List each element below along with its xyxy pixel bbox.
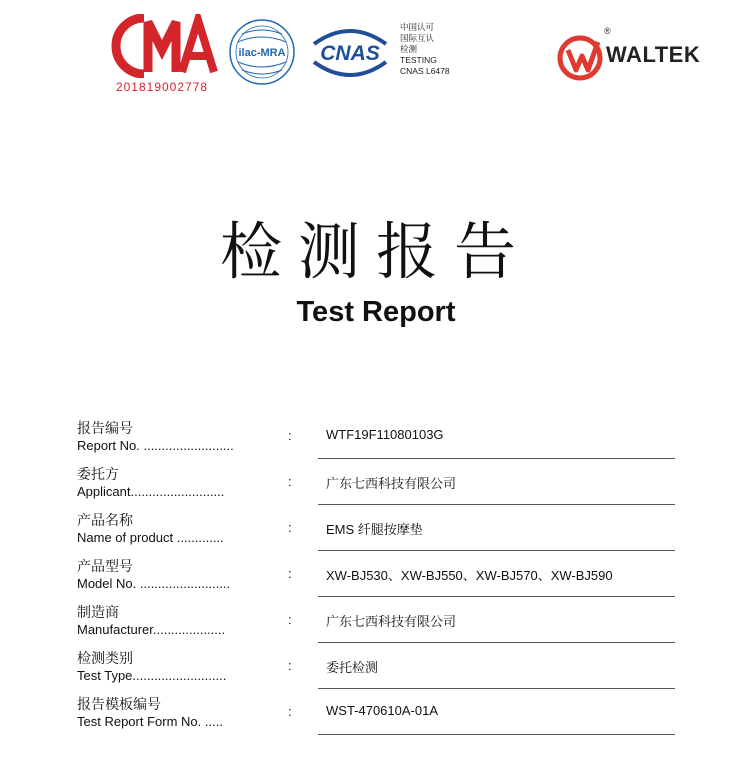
label-en: Test Report Form No. ..... [77, 714, 223, 729]
header-logos [0, 0, 752, 110]
report-title-cn: 检测报告 [219, 215, 532, 288]
separator: : [288, 658, 292, 673]
label-en: Model No. ......................... [77, 576, 231, 591]
waltek-logo [556, 26, 716, 82]
waltek-name: WALTEK [606, 42, 701, 67]
label-cn: 报告编号 [77, 421, 133, 437]
value-applicant: 广东七西科技有限公司 [326, 476, 457, 491]
label-en: Applicant.......................... [77, 484, 225, 499]
cnas-caption-line: TESTING [400, 55, 437, 65]
value-report-no: WTF19F11080103G [326, 427, 444, 442]
underline [318, 734, 675, 735]
cnas-caption-line: 检测 [400, 44, 418, 54]
label-en: Report No. ......................... [77, 438, 234, 453]
value-model-no: XW-BJ530、XW-BJ550、XW-BJ570、XW-BJ590 [326, 568, 613, 583]
label-cn: 委托方 [77, 467, 119, 483]
separator: : [288, 704, 292, 719]
info-row-manufacturer [0, 596, 752, 642]
separator: : [288, 474, 292, 489]
info-row-test-type [0, 642, 752, 688]
info-row-product-name [0, 504, 752, 550]
info-row-applicant [0, 458, 752, 504]
registered-mark: ® [604, 26, 611, 36]
info-row-model-no [0, 550, 752, 596]
ilac-mra-logo [228, 18, 296, 90]
cnas-logo [308, 22, 392, 86]
cnas-text: CNAS [320, 42, 380, 65]
value-manufacturer: 广东七西科技有限公司 [326, 614, 457, 629]
label-cn: 产品型号 [77, 559, 133, 575]
waltek-mark-icon [556, 34, 604, 82]
value-form-no: WST-470610A-01A [326, 703, 439, 718]
separator: : [288, 612, 292, 627]
label-en: Manufacturer.................... [77, 622, 226, 637]
cnas-icon [308, 22, 392, 82]
cma-logo [104, 14, 220, 96]
cnas-caption-line: CNAS L6478 [400, 66, 450, 76]
report-info-table [0, 412, 752, 734]
cnas-caption [400, 22, 450, 77]
info-row-form-no [0, 688, 752, 734]
value-product-name: EMS 纤腿按摩垫 [326, 522, 423, 537]
info-row-report-no [0, 412, 752, 458]
report-title-en: Test Report [296, 296, 456, 328]
ilac-text: ilac-MRA [238, 47, 286, 59]
separator: : [288, 566, 292, 581]
cma-number: 201819002778 [115, 80, 209, 94]
label-en: Name of product ............. [77, 530, 224, 545]
cnas-caption-line: 中国认可 [400, 22, 435, 32]
label-cn: 检测类别 [77, 651, 133, 667]
cnas-caption-line: 国际互认 [400, 33, 435, 43]
label-cn: 报告模板编号 [77, 697, 161, 713]
cma-mark-icon [104, 14, 220, 78]
label-cn: 产品名称 [77, 513, 133, 529]
separator: : [288, 520, 292, 535]
separator: : [288, 428, 292, 443]
label-en: Test Type.......................... [77, 668, 227, 683]
ilac-mra-icon [228, 18, 296, 86]
value-test-type: 委托检测 [326, 660, 379, 675]
label-cn: 制造商 [77, 605, 119, 621]
